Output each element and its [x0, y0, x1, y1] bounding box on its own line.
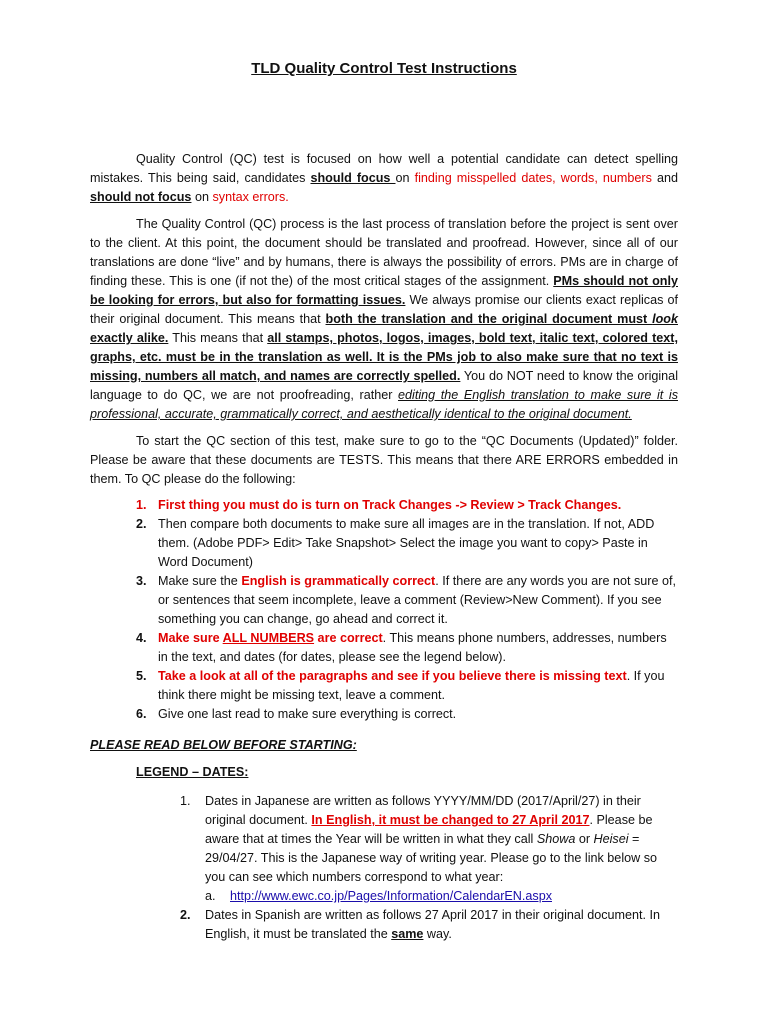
- list-item: 6. Give one last read to make sure everything is correct.: [136, 707, 457, 721]
- paragraph-qc-start: To start the QC section of this test, make sure to go to the “QC Documents (Updated)” folder. Please be aware that these documents are TESTS. This means that there ARE ERRORS embedded in them. To QC please do the following:: [90, 434, 678, 486]
- please-read-heading: PLEASE READ BELOW BEFORE STARTING:: [90, 738, 357, 752]
- list-item: 1. Dates in Japanese are written as follows YYYY/MM/DD (2017/April/27) in their original document. In English, it must be changed to 27 April 2017. Please be aware that at times the Year will be written in what they call Showa or Heisei = 29/04/27. This is the Japanese way of writing year. Please go to the link below so you can see which numbers correspond to what year: a. http://www.ewc.co.jp/Pages/Information/CalendarEN.aspx: [90, 792, 678, 906]
- qc-steps-list: [90, 496, 678, 724]
- calendar-link[interactable]: http://www.ewc.co.jp/Pages/Information/CalendarEN.aspx: [230, 889, 552, 903]
- list-item: 5. Take a look at all of the paragraphs and see if you believe there is missing text. If you think there might be missing text, leave a comment.: [136, 669, 665, 702]
- document-title: TLD Quality Control Test Instructions: [251, 60, 517, 77]
- legend-dates-heading: LEGEND – DATES:: [136, 765, 249, 779]
- list-item: 4. Make sure ALL NUMBERS are correct. This means phone numbers, addresses, numbers in the text, and dates (for dates, please see the legend below).: [136, 631, 667, 664]
- legend-sub-item: a. http://www.ewc.co.jp/Pages/Information/CalendarEN.aspx: [205, 889, 552, 903]
- list-item: 1. First thing you must do is turn on Track Changes -> Review > Track Changes.: [136, 498, 622, 512]
- legend-dates-list: [90, 792, 678, 944]
- list-item: 2. Dates in Spanish are written as follows 27 April 2017 in their original document. In English, it must be translated the same way.: [180, 908, 661, 941]
- list-item: 2. Then compare both documents to make sure all images are in the translation. If not, ADD them. (Adobe PDF> Edit> Take Snapshot> Select the image you want to copy> Paste in Word Document): [136, 517, 655, 569]
- paragraph-qc-process: The Quality Control (QC) process is the last process of translation before the project is sent over to the client. At this point, the document should be translated and proofread. However, since all of our translations are done “live” and by humans, there is always the possibility of errors. PMs are in charge of finding these. This is one (if not the) of the most critical stages of the assignment. PMs should not only be looking for errors, but also for formatting issues. We always promise our clients exact replicas of their original document. This means that both the translation and the original document must look exactly alike. This means that all stamps, photos, logos, images, bold text, italic text, colored text, graphs, etc. must be in the translation as well. It is the PMs job to also make sure that no text is missing, numbers all match, and names are correctly spelled. You do NOT need to know the original language to do QC, we are not proofreading, rather editing the English translation to make sure it is professional, accurate, grammatically correct, and aesthetically identical to the original document.: [90, 217, 678, 421]
- list-item: 3. Make sure the English is grammatically correct. If there are any words you are not sure of, or sentences that seem incomplete, leave a comment (Review>New Comment). If you see something you can change, go ahead and correct it.: [136, 574, 677, 626]
- paragraph-qc-focus: Quality Control (QC) test is focused on how well a potential candidate can detect spelling mistakes. This being said, candidates should focus on finding misspelled dates, words, numbers and should not focus on syntax errors.: [90, 152, 679, 204]
